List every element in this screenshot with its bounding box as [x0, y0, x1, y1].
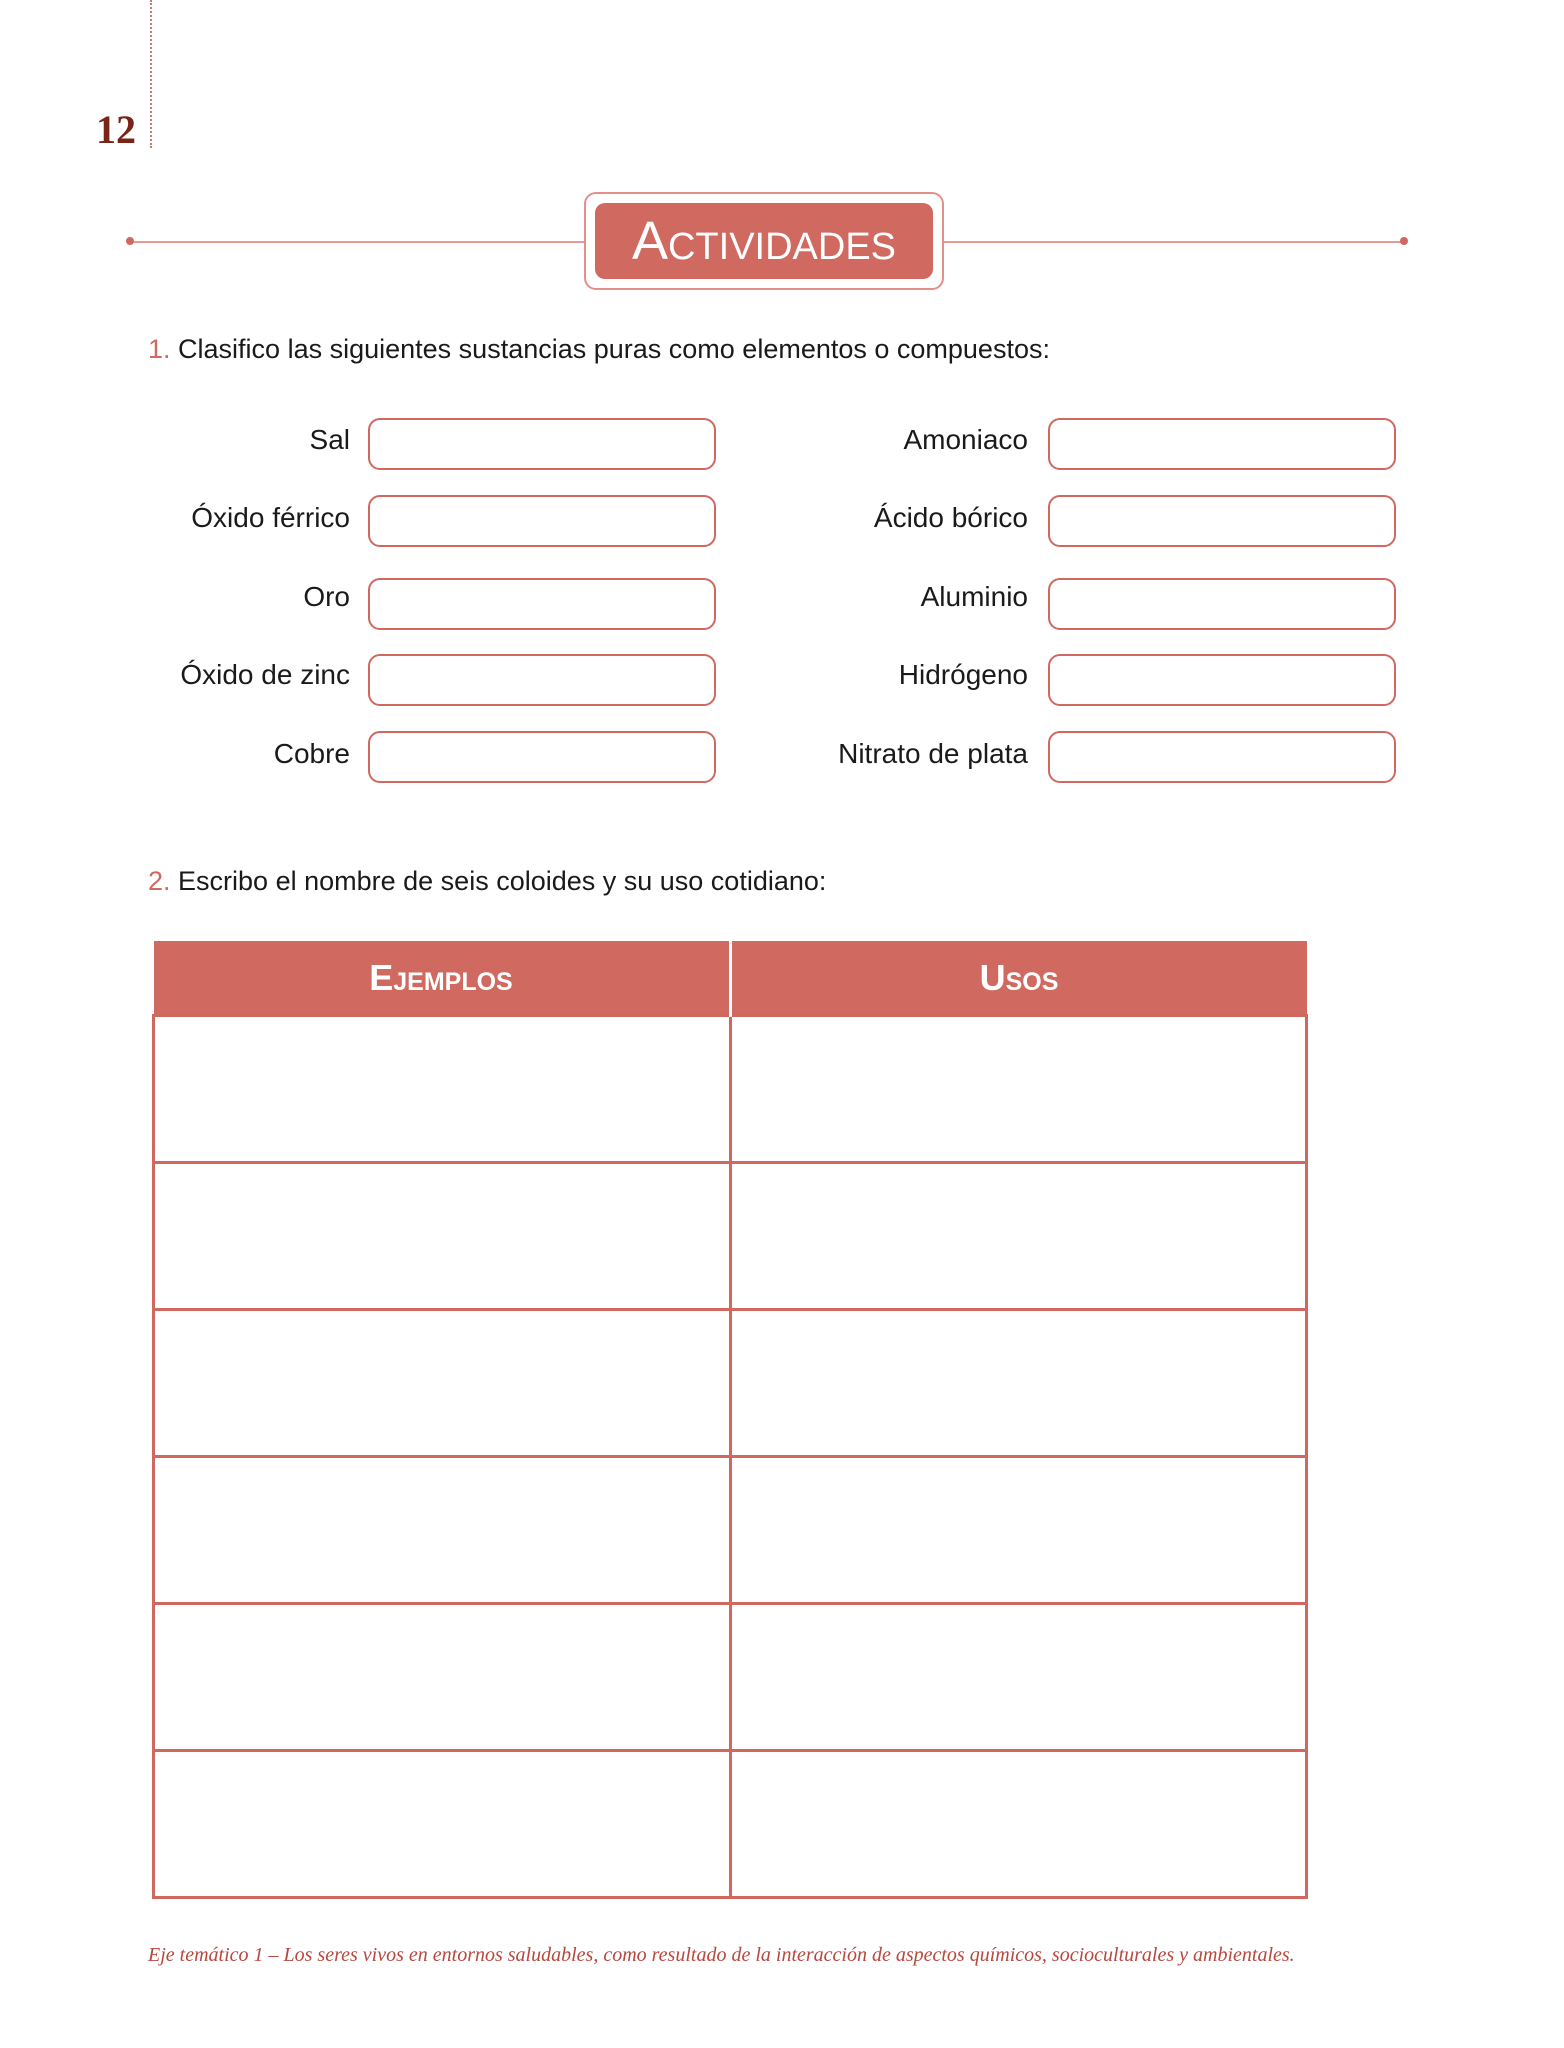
banner-rule-left: [128, 241, 584, 243]
substance-label: Óxido de zinc: [180, 659, 350, 690]
classification-input-acido-borico[interactable]: [1048, 495, 1396, 547]
classification-input-oxido-ferrico[interactable]: [368, 495, 716, 547]
classification-input-amoniaco[interactable]: [1048, 418, 1396, 470]
table-row: [154, 1604, 1307, 1751]
table-row: [154, 1163, 1307, 1310]
example-cell[interactable]: [154, 1163, 731, 1310]
table-row: [154, 1457, 1307, 1604]
substance-label: Ácido bórico: [873, 502, 1028, 533]
classification-input-sal[interactable]: [368, 418, 716, 470]
question-1: [148, 334, 1050, 365]
example-cell[interactable]: [154, 1310, 731, 1457]
use-cell[interactable]: [730, 1457, 1307, 1604]
example-cell[interactable]: [154, 1751, 731, 1898]
classification-input-oro[interactable]: [368, 578, 716, 630]
use-cell[interactable]: [730, 1604, 1307, 1751]
example-cell[interactable]: [154, 1457, 731, 1604]
classification-input-hidrogeno[interactable]: [1048, 654, 1396, 706]
substance-label: Óxido férrico: [191, 502, 350, 533]
page-number: 12: [96, 107, 136, 152]
classification-input-cobre[interactable]: [368, 731, 716, 783]
activities-title: Actividades: [595, 203, 933, 279]
table-row: [154, 1016, 1307, 1163]
example-cell[interactable]: [154, 1604, 731, 1751]
use-cell[interactable]: [730, 1016, 1307, 1163]
use-cell[interactable]: [730, 1163, 1307, 1310]
substance-label: Cobre: [273, 738, 350, 769]
substance-label: Aluminio: [920, 581, 1028, 612]
column-header-ejemplos: Ejemplos: [154, 941, 731, 1016]
question-1-text: Clasifico las siguientes sustancias puras como elementos o compuestos:: [178, 334, 1050, 364]
table-row: [154, 1751, 1307, 1898]
question-2: [148, 866, 826, 897]
question-1-number: 1.: [148, 334, 171, 364]
question-2-number: 2.: [148, 866, 171, 896]
use-cell[interactable]: [730, 1310, 1307, 1457]
table-row: [154, 1310, 1307, 1457]
footer-caption: Eje temático 1 – Los seres vivos en entornos saludables, como resultado de la interacción de aspectos químicos, socioculturales y ambientales.: [148, 1944, 1295, 1966]
question-2-text: Escribo el nombre de seis coloides y su uso cotidiano:: [178, 866, 827, 896]
substance-label: Nitrato de plata: [838, 738, 1028, 769]
colloids-table: [152, 941, 1308, 1899]
classification-input-nitrato-plata[interactable]: [1048, 731, 1396, 783]
table-header-row: [154, 941, 1307, 1016]
classification-input-oxido-zinc[interactable]: [368, 654, 716, 706]
banner-rule-left-dot: [126, 237, 134, 245]
margin-dotted-line: [150, 0, 152, 148]
example-cell[interactable]: [154, 1016, 731, 1163]
use-cell[interactable]: [730, 1751, 1307, 1898]
substance-label: Hidrógeno: [898, 659, 1028, 690]
activities-banner: [584, 192, 944, 290]
substance-label: Oro: [303, 581, 350, 612]
banner-rule-right: [944, 241, 1404, 243]
banner-rule-right-dot: [1400, 237, 1408, 245]
column-header-usos: Usos: [730, 941, 1307, 1016]
substance-label: Amoniaco: [903, 424, 1028, 455]
classification-input-aluminio[interactable]: [1048, 578, 1396, 630]
substance-label: Sal: [309, 424, 350, 455]
